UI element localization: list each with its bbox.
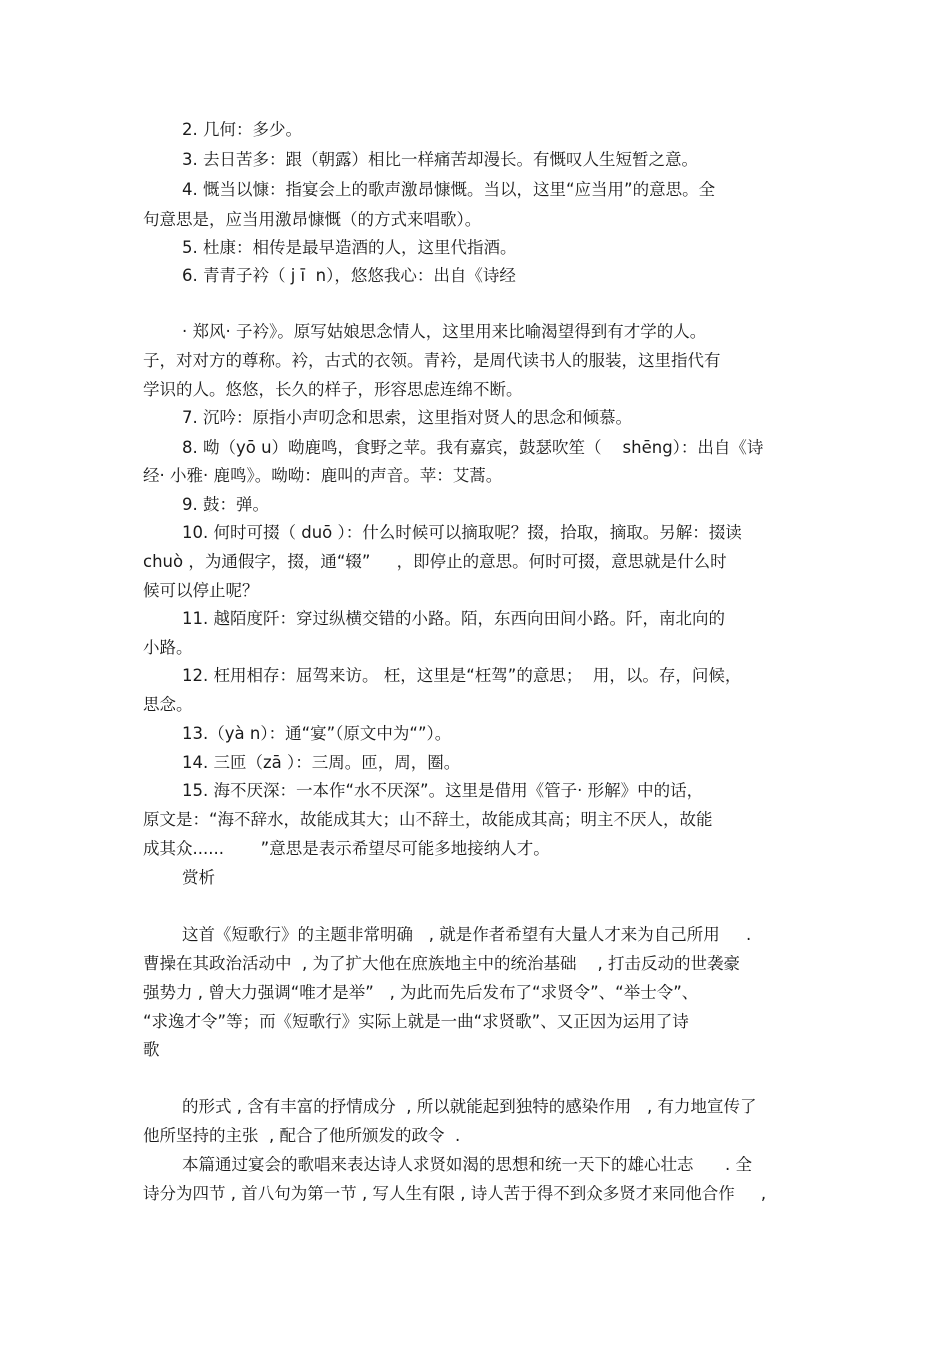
note-15-cont-2: 成其众...... ”意思是表示希望尽可能多地接纳人才。: [143, 839, 550, 858]
note-6-cont-3: 学识的人。悠悠，长久的样子，形容思虑连绵不断。: [143, 380, 523, 399]
note-6-cont-2: 子，对对方的尊称。衿，古式的衣领。青衿，是周代读书人的服装，这里指代有: [143, 351, 721, 370]
analysis-p1-line4: “求逸才令”等；而《短歌行》实际上就是一曲“求贤歌”、又正因为运用了诗: [143, 1012, 689, 1031]
analysis-p3-line2: 诗分为四节 , 首八句为第一节 , 写人生有限 , 诗人苦于得不到众多贤才来同他合作 ,: [143, 1184, 767, 1203]
analysis-p3-line1: 本篇通过宴会的歌唱来表达诗人求贤如渴的思想和统一天下的雄心壮志 . 全: [182, 1155, 752, 1174]
note-11: 11. 越陌度阡：穿过纵横交错的小路。陌，东西向田间小路。阡，南北向的: [182, 609, 725, 628]
note-4: 4. 慨当以慷：指宴会上的歌声激昂慷慨。当以，这里“应当用”的意思。全: [182, 180, 716, 199]
analysis-p2-line1: 的形式 , 含有丰富的抒情成分 , 所以就能起到独特的感染作用 , 有力地宣传了: [182, 1097, 757, 1116]
note-8: 8. 呦（yō u）呦鹿鸣，食野之苹。我有嘉宾，鼓瑟吹笙（ shēng）：出自《诗: [182, 438, 764, 457]
note-6: 6. 青青子衿（ j ī n），悠悠我心：出自《诗经: [182, 266, 516, 285]
note-7: 7. 沉吟：原指小声叨念和思索，这里指对贤人的思念和倾慕。: [182, 408, 632, 427]
appreciation-heading: 赏析: [182, 868, 215, 887]
note-14: 14. 三匝（zā ）：三周。匝，周，圈。: [182, 753, 461, 772]
note-11-cont: 小路。: [143, 638, 193, 657]
note-4-cont: 句意思是，应当用激昂慷慨（的方式来唱歌）。: [143, 210, 482, 229]
analysis-p2-line2: 他所坚持的主张 , 配合了他所颁发的政令 .: [143, 1126, 461, 1145]
note-6-cont-1: · 郑风· 子衿》。原写姑娘思念情人，这里用来比喻渴望得到有才学的人。: [182, 322, 707, 341]
note-5: 5. 杜康：相传是最早造酒的人，这里代指酒。: [182, 238, 517, 257]
note-12: 12. 枉用相存：屈驾来访。 枉，这里是“枉驾”的意思； 用，以。存，问候，: [182, 666, 742, 685]
analysis-p1-line1: 这首《短歌行》的主题非常明确 , 就是作者希望有大量人才来为自己所用 .: [182, 925, 752, 944]
analysis-p1-line3: 强势力 , 曾大力强调“唯才是举” , 为此而先后发布了“求贤令”、“举士令”、: [143, 983, 699, 1002]
note-13: 13.（yà n）：通“宴”（原文中为“”）。: [182, 724, 452, 743]
note-9: 9. 鼓：弹。: [182, 495, 269, 514]
note-8-cont: 经· 小雅· 鹿鸣》。呦呦：鹿叫的声音。苹：艾蒿。: [143, 466, 503, 485]
analysis-p1-line2: 曹操在其政治活动中 , 为了扩大他在庶族地主中的统治基础 , 打击反动的世袭豪: [143, 954, 740, 973]
note-12-cont: 思念。: [143, 695, 193, 714]
note-3: 3. 去日苦多：跟（朝露）相比一样痛苦却漫长。有慨叹人生短暂之意。: [182, 150, 698, 169]
note-10: 10. 何时可掇（ duō ）：什么时候可以摘取呢？掇，拾取，摘取。另解：掇读: [182, 523, 742, 542]
note-10-cont-2: 候可以停止呢？: [143, 581, 259, 600]
note-10-cont-1: chuò ，为通假字，掇，通“辍” ，即停止的意思。何时可掇，意思就是什么时: [143, 552, 727, 571]
note-2: 2. 几何：多少。: [182, 120, 302, 139]
analysis-p1-line5: 歌: [143, 1040, 160, 1059]
note-15: 15. 海不厌深：一本作“水不厌深”。这里是借用《管子· 形解》中的话，: [182, 781, 704, 800]
note-15-cont-1: 原文是：“海不辞水，故能成其大；山不辞土，故能成其高；明主不厌人，故能: [143, 810, 713, 829]
